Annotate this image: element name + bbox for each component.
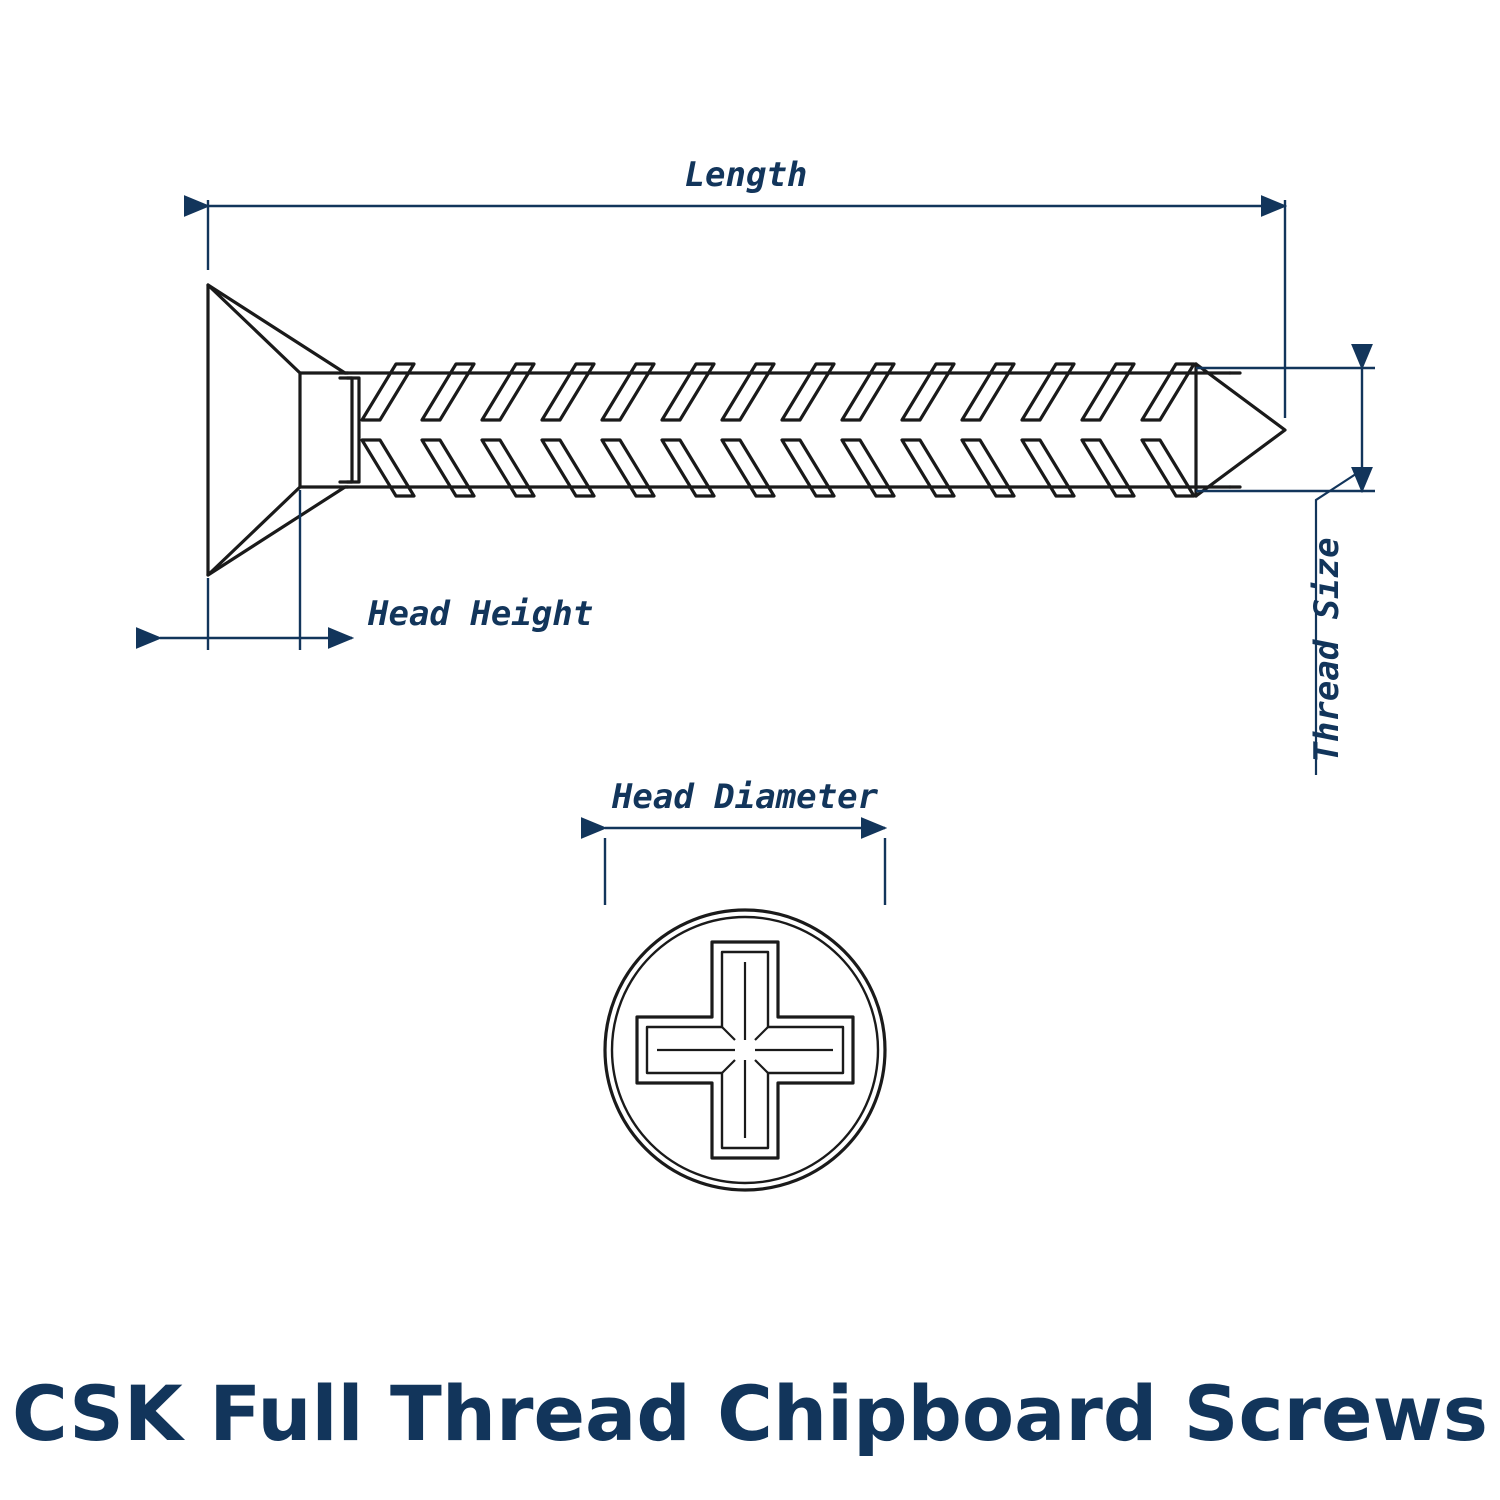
thread-start-detail [340,378,352,482]
page-title: CSK Full Thread Chipboard Screws [11,1369,1489,1458]
head-taper-top [208,285,345,373]
head-inner-circle [612,917,878,1183]
head-taper-bottom [208,487,345,575]
screw-head-outline [208,285,300,575]
screw-tip [1196,364,1285,496]
dimension-lines-top [605,828,885,905]
thread-size-label: Thread Size [1307,537,1347,763]
screw-head-top-view [605,910,885,1190]
head-height-label: Head Height [368,594,594,634]
length-label: Length [684,155,808,195]
screw-side-view [208,285,1285,575]
head-diameter-label: Head Diameter [611,777,879,817]
